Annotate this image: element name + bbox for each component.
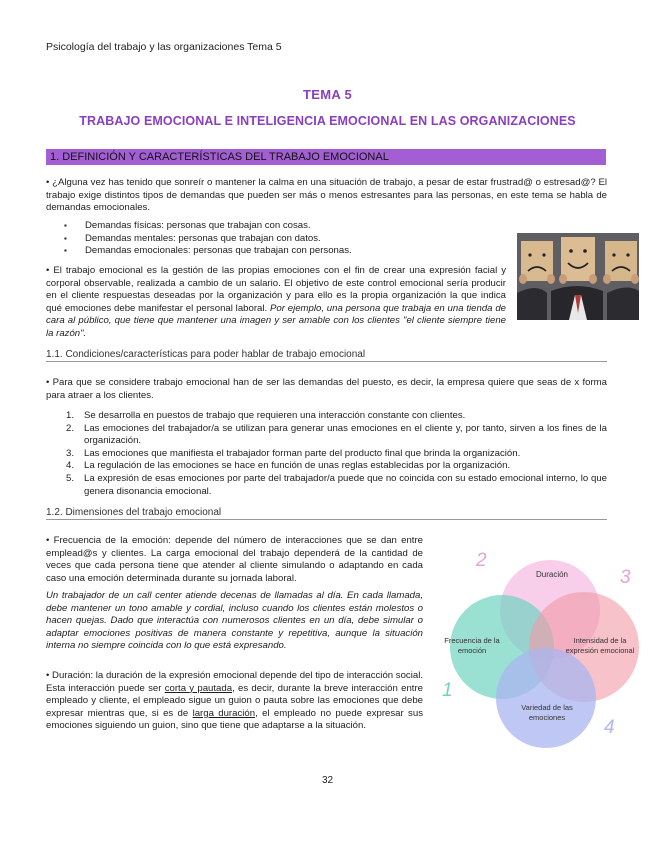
venn-circle-bottom bbox=[496, 648, 596, 748]
subsection-heading-1-2: 1.2. Dimensiones del trabajo emocional bbox=[46, 507, 607, 520]
frecuencia-example: Un trabajador de un call center atiende decenas de llamadas al día. En cada llamada, debe mantener un tono amable y cordial, incluso cuando los clientes están molestos o hacen quejas. Dado que interactúa con numerosos clientes en un día, debe simular o adaptar emociones positivas de manera constante y repetitiva, aunque la situación interna no siempre coincida con lo que está expresando. bbox=[46, 590, 423, 652]
condition-item: 3. Las emociones que manifiesta el trabajador forman parte del producto final que brinda la organización. bbox=[66, 447, 521, 459]
running-header: Psicología del trabajo y las organizaciones Tema 5 bbox=[46, 41, 282, 53]
conditions-intro: • Para que se considere trabajo emocional han de ser las demandas del puesto, es decir, la empresa quiere que seas de x forma para atraer a los clientes. bbox=[46, 377, 607, 401]
condition-item: 4. La regulación de las emociones se hace en función de unas reglas establecidas por la organización. bbox=[66, 460, 511, 472]
demand-item: ▪ Demandas mentales: personas que trabajan con datos. bbox=[46, 233, 506, 246]
chapter-number: TEMA 5 bbox=[303, 87, 352, 102]
chapter-title: TRABAJO EMOCIONAL E INTELIGENCIA EMOCIONAL EN LAS ORGANIZACIONES bbox=[79, 114, 576, 128]
venn-number-3: 3 bbox=[620, 567, 631, 588]
page-number: 32 bbox=[321, 775, 334, 786]
venn-label-right-l1: Intensidad de la bbox=[573, 636, 627, 645]
duracion-paragraph: • Duración: la duración de la expresión emocional depende del tipo de interacción social. Esta interacción puede ser corta y pautada, es decir, durante la breve interacción entre empleado y cliente, el empleado sigue un guion o pauta sobre las emociones que debe expresar mientras que, si es de larga duración, el empleado no puede expresar sus emociones siguiendo un guion, sino que tiene que adaptarse a la situación. bbox=[46, 670, 423, 732]
definition-paragraph bbox=[46, 265, 506, 341]
venn-label-left-l1: Frecuencia de la bbox=[444, 636, 500, 645]
definition-text: • El trabajo emocional es la gestión de las propias emociones con el fin de crear una expresión facial y corporal observable, realizada a cambio de un salario. El objetivo de este control emocional sería producir en el cliente respuestas deseadas por la organización y para ello es la propia organización la que indica qué emociones debe manifestar el personal laboral. bbox=[46, 265, 506, 314]
underlined-term: corta y pautada bbox=[164, 682, 233, 694]
venn-label-top: Duración bbox=[535, 570, 569, 579]
frecuencia-paragraph: • Frecuencia de la emoción: depende del número de interacciones que se dan entre emplead@s y clientes. La carga emocional del trabajo dependerá de la cantidad de veces que cada persona tiene que atender al cliente simulando o adaptando en cada caso una emoción determinada durante su jornada laboral. bbox=[46, 535, 423, 584]
venn-label-bottom-l1: Variedad de las bbox=[521, 703, 573, 712]
condition-item: 1. Se desarrolla en puestos de trabajo que requieren una interacción constante con clientes. bbox=[66, 410, 466, 421]
demand-item: ▪ Demandas físicas: personas que trabajan con cosas. bbox=[46, 220, 506, 233]
venn-diagram bbox=[434, 540, 644, 755]
venn-label-left-l2: emoción bbox=[457, 646, 487, 655]
venn-number-4: 4 bbox=[604, 717, 615, 738]
underlined-term: larga duración bbox=[192, 707, 256, 719]
conditions-list bbox=[46, 410, 607, 498]
demands-list bbox=[46, 220, 506, 258]
demand-item: ▪ Demandas emocionales: personas que trabajan con personas. bbox=[46, 245, 506, 258]
venn-label-bottom-l2: emociones bbox=[528, 713, 566, 722]
venn-label-right-l2: expresión emocional bbox=[565, 646, 635, 655]
definition-example: Por ejemplo, una persona que trabaja en una tienda de cara al público, que tiene que mantener una imagen y ser amable con los clientes "el cliente siempre tiene la razón". bbox=[46, 302, 507, 339]
subsection-heading-1-1: 1.1. Condiciones/características para poder hablar de trabajo emocional bbox=[46, 349, 607, 362]
section-heading: 1. DEFINICIÓN Y CARACTERÍSTICAS DEL TRABAJO EMOCIONAL bbox=[46, 149, 606, 165]
venn-number-2: 2 bbox=[476, 550, 487, 571]
venn-number-1: 1 bbox=[442, 680, 453, 701]
condition-item: 2. Las emociones del trabajador/a se utilizan para generar unas emociones en el cliente y, por tanto, sirven a los fines de la organización. bbox=[66, 422, 607, 447]
emotion-masks-photo bbox=[517, 233, 639, 320]
intro-paragraph: • ¿Alguna vez has tenido que sonreír o mantener la calma en una situación de trabajo, a pesar de estar frustrad@ o estresad@? El trabajo exige distintos tipos de demandas que pueden ser más o menos estresantes para las personas, en este tema se habla de demandas emocionales. bbox=[46, 177, 607, 214]
condition-item: 5. La expresión de esas emociones por parte del trabajador/a puede que no coincida con su estado emocional interno, lo que genera disonancia emocional. bbox=[66, 472, 607, 497]
